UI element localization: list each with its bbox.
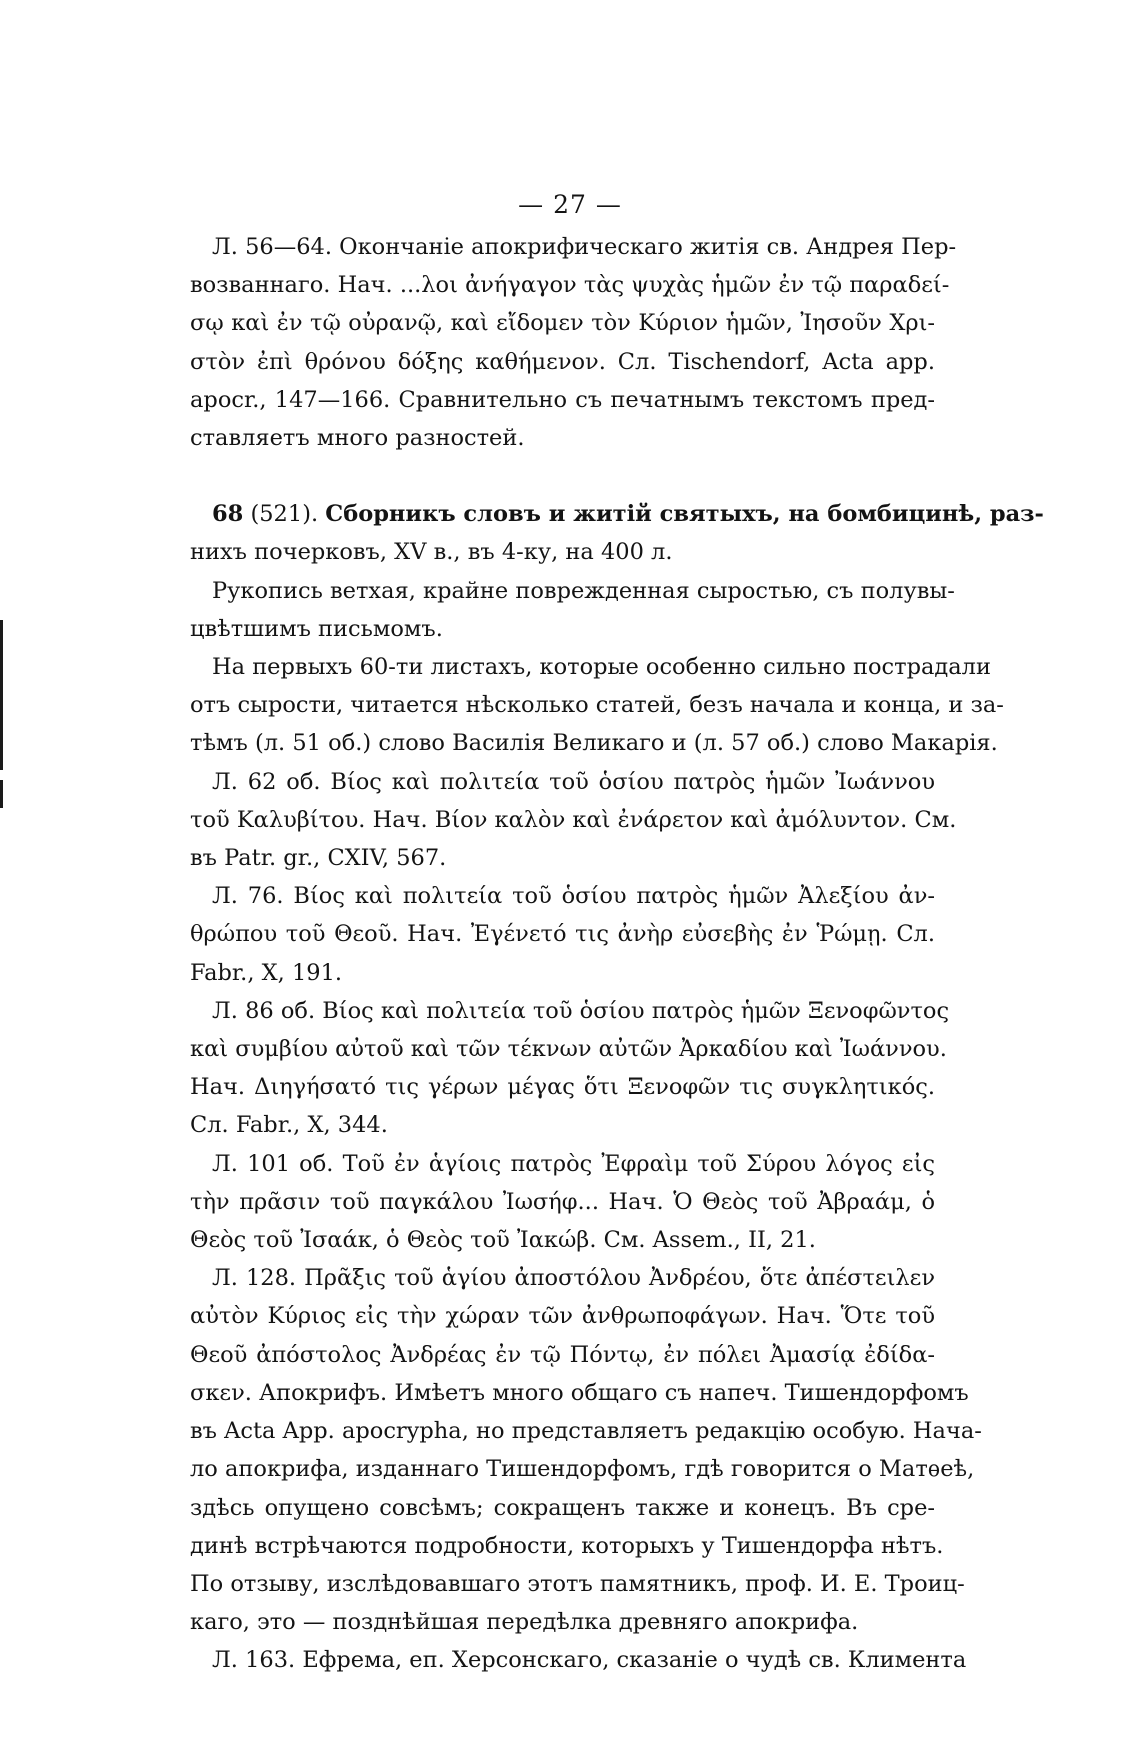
text-line: Fabr., X, 191. <box>190 959 343 986</box>
text-line: τοῦ Καλυβίτου. Нач. Βίον καλὸν καὶ ἐνάρετον καὶ ἀμόλυντον. См. <box>190 806 957 833</box>
text-line: σῳ καὶ ἐν τῷ οὐρανῷ, καὶ εἴδομεν τὸν Κύριον ἡμῶν, Ἰησοῦν Χρι- <box>190 310 935 337</box>
text-line: тѣмъ (л. 51 об.) слово Василія Великаго и (л. 57 об.) слово Макарія. <box>190 730 998 757</box>
paragraph-l56-64 <box>190 228 957 457</box>
text-line: По отзыву, изслѣдовавшаго этотъ памятникъ, проф. И. Е. Троиц- <box>190 1570 965 1597</box>
entry-old-number: (521). <box>243 501 326 528</box>
text-line: Л. 101 об. Τοῦ ἐν ἁγίοις πατρὸς Ἐφραὶμ τοῦ Σύρου λόγος εἰς <box>212 1150 935 1177</box>
scan-edge-mark <box>0 780 3 808</box>
text-line: Л. 163. Ефрема, еп. Херсонскаго, сказаніе о чудѣ св. Климента <box>212 1647 967 1674</box>
text-line: отъ сырости, читается нѣсколько статей, безъ начала и конца, и за- <box>190 692 1004 719</box>
text-line: нихъ почерковъ, XV в., въ 4-ку, на 400 л. <box>190 539 673 566</box>
text-line: Л. 86 об. Βίος καὶ πολιτεία τοῦ ὁσίου πατρὸς ἡμῶν Ξενοφῶντος <box>212 997 950 1024</box>
text-line: στὸν ἐπὶ θρόνου δόξης καθήμενον. Сл. Tischendorf, Acta app. <box>190 348 935 375</box>
text-line: ставляетъ много разностей. <box>190 425 525 452</box>
paragraph-l86 <box>190 992 950 1145</box>
body-text <box>190 228 1044 1680</box>
text-line: αὐτὸν Κύριος εἰς τὴν χώραν τῶν ἀνθρωποφάγων. Нач. Ὅτε τοῦ <box>190 1303 935 1330</box>
text-line: На первыхъ 60-ти листахъ, которые особенно сильно пострадали <box>212 654 991 681</box>
text-line: здѣсь опущено совсѣмъ; сокращенъ также и конецъ. Въ сре- <box>190 1494 935 1521</box>
text-line: apocr., 147—166. Сравнительно съ печатнымъ текстомъ пред- <box>190 386 935 413</box>
paragraph-rukopis <box>190 572 955 648</box>
text-line: Л. 62 об. Βίος καὶ πολιτεία τοῦ ὁσίου πατρὸς ἡμῶν Ἰωάννου <box>212 768 935 795</box>
text-line: Сл. Fabr., X, 344. <box>190 1112 388 1139</box>
text-line: θρώπου τοῦ Θεοῦ. Нач. Ἐγένετό τις ἀνὴρ εὐσεβὴς ἐν Ῥώμῃ. Сл. <box>190 921 935 948</box>
entry-title: Сборникъ словъ и житій святыхъ, на бомбицинѣ, раз- <box>325 501 1044 528</box>
text-line <box>190 495 1044 533</box>
text-line: возваннаго. Нач. ...λοι ἀνήγαγον τὰς ψυχὰς ἡμῶν ἐν τῷ παραδεί- <box>190 272 950 299</box>
text-line: въ Patr. gr., CXIV, 567. <box>190 845 447 872</box>
paragraph-l163 <box>190 1641 967 1679</box>
text-line: Θεὸς τοῦ Ἰσαάκ, ὁ Θεὸς τοῦ Ἰακώβ. См. Assem., II, 21. <box>190 1227 816 1254</box>
text-line: ло апокрифа, изданнаго Тишендорфомъ, гдѣ говорится о Матѳеѣ, <box>190 1456 975 1483</box>
paragraph-l62 <box>190 763 957 878</box>
entry-number: 68 <box>212 501 244 528</box>
scan-edge-mark <box>0 620 3 770</box>
paragraph-entry-68 <box>190 495 1044 571</box>
text-line: καὶ συμβίου αὐτοῦ καὶ τῶν τέκνων αὐτῶν Ἀρκαδίου καὶ Ἰωάννου. <box>190 1036 947 1063</box>
text-line: цвѣтшимъ письмомъ. <box>190 615 443 642</box>
text-line: Рукопись ветхая, крайне поврежденная сыростью, съ полувы- <box>212 577 955 604</box>
text-line: въ Acta App. apocrypha, но представляетъ редакцію особую. Нача- <box>190 1418 982 1445</box>
text-line: Л. 56—64. Окончаніе апокрифическаго житія св. Андрея Пер- <box>212 234 957 260</box>
text-line: Θεοῦ ἀπόστολος Ἀνδρέας ἐν τῷ Πόντῳ, ἐν πόλει Ἀμασίᾳ ἐδίδα- <box>190 1341 935 1368</box>
paragraph-pervyh <box>190 648 1004 763</box>
text-line: динѣ встрѣчаются подробности, которыхъ у Тишендорфа нѣтъ. <box>190 1532 944 1559</box>
text-line: каго, это — позднѣйшая передѣлка древняго апокрифа. <box>190 1609 859 1636</box>
paragraph-l101 <box>190 1145 935 1260</box>
text-line: τὴν πρᾶσιν τοῦ παγκάλου Ἰωσήφ... Нач. Ὁ Θεὸς τοῦ Ἀβραάμ, ὁ <box>190 1188 935 1215</box>
page-number: — 27 — <box>518 190 622 219</box>
text-line: Нач. Διηγήσατό τις γέρων μέγας ὅτι Ξενοφῶν τις συγκλητικός. <box>190 1074 935 1101</box>
text-line: Л. 128. Πρᾶξις τοῦ ἁγίου ἀποστόλου Ἀνδρέου, ὅτε ἀπέστειλεν <box>212 1265 935 1292</box>
paragraph-l128 <box>190 1259 982 1641</box>
text-line: σκεν. Апокрифъ. Имѣетъ много общаго съ напеч. Тишендорфомъ <box>190 1379 969 1406</box>
text-line: Л. 76. Βίος καὶ πολιτεία τοῦ ὁσίου πατρὸς ἡμῶν Ἀλεξίου ἀν- <box>212 883 935 910</box>
paragraph-l76 <box>190 877 935 992</box>
